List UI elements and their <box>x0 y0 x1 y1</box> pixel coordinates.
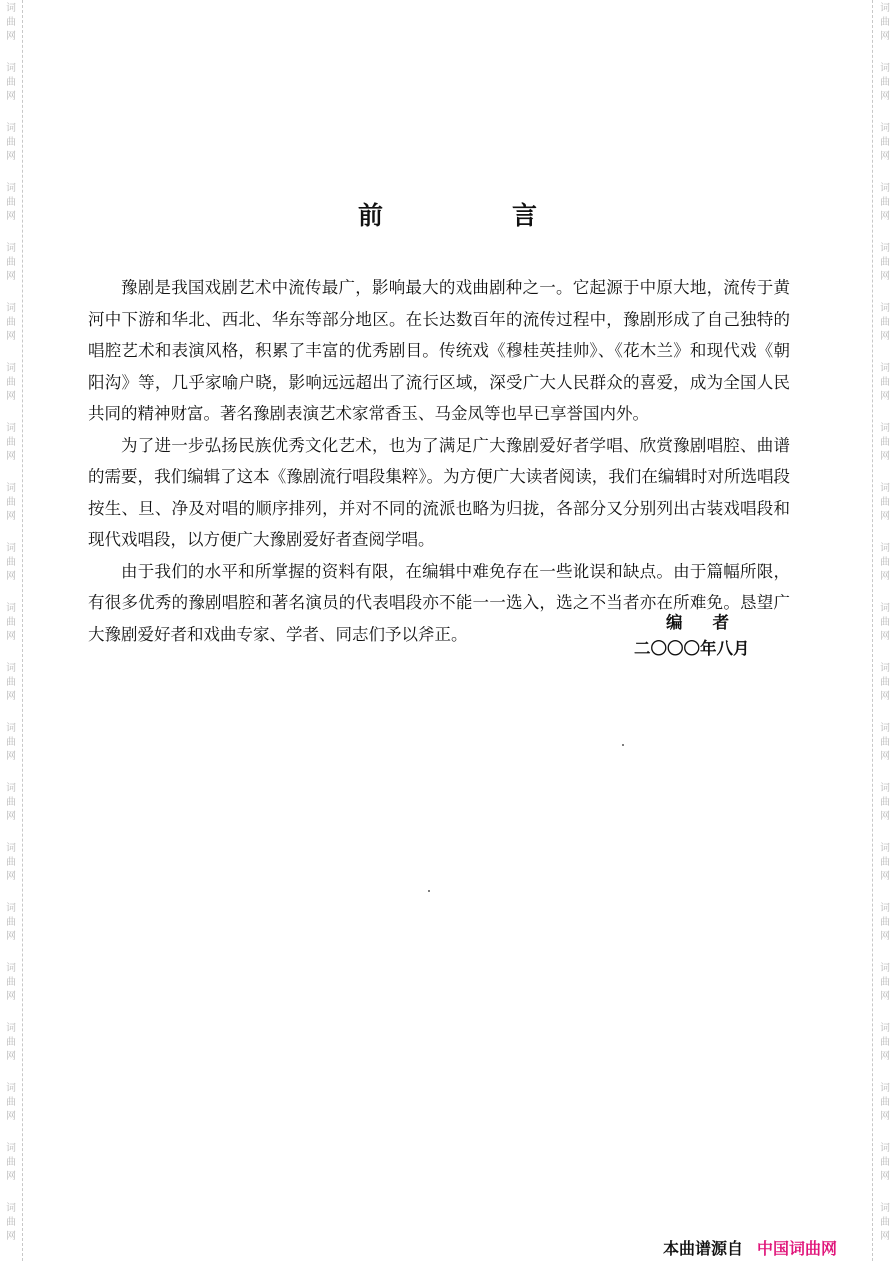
watermark-char: 网 <box>6 1051 16 1062</box>
watermark-char: 曲 <box>6 377 16 388</box>
watermark-stamp <box>875 542 895 584</box>
watermark-stamp <box>875 422 895 464</box>
watermark-char: 网 <box>880 451 890 462</box>
watermark-char: 词 <box>6 363 16 374</box>
watermark-char: 网 <box>6 631 16 642</box>
watermark-char: 词 <box>6 483 16 494</box>
watermark-char: 词 <box>880 303 890 314</box>
watermark-char: 词 <box>880 1203 890 1214</box>
watermark-char: 曲 <box>880 737 890 748</box>
watermark-char: 词 <box>6 183 16 194</box>
watermark-char: 网 <box>880 571 890 582</box>
watermark-char: 网 <box>6 271 16 282</box>
watermark-char: 曲 <box>880 857 890 868</box>
watermark-stamp <box>1 902 21 944</box>
watermark-char: 网 <box>6 571 16 582</box>
watermark-char: 曲 <box>880 317 890 328</box>
watermark-char: 曲 <box>6 437 16 448</box>
watermark-stamp <box>875 122 895 164</box>
watermark-char: 词 <box>880 663 890 674</box>
watermark-stamp <box>1 722 21 764</box>
watermark-char: 网 <box>880 1231 890 1242</box>
watermark-stamp <box>875 482 895 524</box>
watermark-stamp <box>1 302 21 344</box>
watermark-char: 词 <box>6 3 16 14</box>
watermark-char: 词 <box>6 603 16 614</box>
right-margin-rule <box>872 0 873 1261</box>
watermark-char: 词 <box>6 423 16 434</box>
watermark-char: 曲 <box>880 617 890 628</box>
watermark-stamp <box>875 962 895 1004</box>
watermark-char: 曲 <box>880 17 890 28</box>
paragraph-3: 由于我们的水平和所掌握的资料有限，在编辑中难免存在一些讹误和缺点。由于篇幅所限，有很多优秀的豫剧唱腔和著名演员的代表唱段亦不能一一选入，选之不当者亦在所难免。恳望广大豫剧爱好者和戏曲专家、学者、同志们予以斧正。 <box>88 561 790 644</box>
watermark-char: 曲 <box>880 1097 890 1108</box>
watermark-char: 词 <box>6 1143 16 1154</box>
watermark-char: 曲 <box>6 1037 16 1048</box>
watermark-char: 词 <box>880 783 890 794</box>
watermark-stamp <box>875 662 895 704</box>
watermark-char: 网 <box>880 151 890 162</box>
watermark-char: 曲 <box>6 77 16 88</box>
watermark-char: 词 <box>880 183 890 194</box>
source-label: 本曲谱源自 <box>663 1239 744 1258</box>
watermark-char: 曲 <box>880 377 890 388</box>
watermark-char: 曲 <box>880 1037 890 1048</box>
watermark-char: 曲 <box>6 737 16 748</box>
watermark-stamp <box>1 2 21 44</box>
paragraph-2: 为了进一步弘扬民族优秀文化艺术，也为了满足广大豫剧爱好者学唱、欣赏豫剧唱腔、曲谱的需要，我们编辑了这本《豫剧流行唱段集粹》。为方便广大读者阅读，我们在编辑时对所选唱段按生、旦、净及对唱的顺序排列，并对不同的流派也略为归拢，各部分又分别列出古装戏唱段和现代戏唱段，以方便广大豫剧爱好者查阅学唱。 <box>88 435 790 549</box>
watermark-char: 网 <box>880 631 890 642</box>
watermark-stamp <box>875 62 895 104</box>
watermark-stamp <box>1 782 21 824</box>
watermark-char: 词 <box>6 663 16 674</box>
watermark-char: 网 <box>880 31 890 42</box>
watermark-char: 词 <box>880 963 890 974</box>
watermark-char: 曲 <box>6 137 16 148</box>
watermark-char: 词 <box>6 783 16 794</box>
watermark-char: 曲 <box>6 1097 16 1108</box>
source-site-name: 中国词曲网 <box>757 1239 838 1258</box>
watermark-stamp <box>1 962 21 1004</box>
watermark-char: 网 <box>880 391 890 402</box>
watermark-char: 网 <box>6 1231 16 1242</box>
watermark-char: 网 <box>6 1111 16 1122</box>
watermark-char: 曲 <box>6 257 16 268</box>
watermark-char: 词 <box>880 603 890 614</box>
watermark-char: 曲 <box>6 317 16 328</box>
watermark-char: 曲 <box>880 977 890 988</box>
watermark-stamp <box>875 2 895 44</box>
source-credit <box>663 1237 837 1261</box>
watermark-char: 曲 <box>6 977 16 988</box>
watermark-char: 网 <box>6 991 16 1002</box>
watermark-char: 网 <box>880 91 890 102</box>
watermark-stamp <box>1 422 21 464</box>
watermark-stamp <box>875 1022 895 1064</box>
watermark-char: 词 <box>880 423 890 434</box>
watermark-char: 曲 <box>880 497 890 508</box>
watermark-char: 网 <box>880 931 890 942</box>
watermark-char: 词 <box>6 543 16 554</box>
watermark-char: 词 <box>880 1143 890 1154</box>
watermark-stamp <box>875 782 895 824</box>
watermark-stamp <box>1 482 21 524</box>
watermark-stamp <box>1 542 21 584</box>
watermark-stamp <box>875 602 895 644</box>
watermark-char: 曲 <box>880 557 890 568</box>
scan-speck <box>622 744 624 746</box>
watermark-char: 词 <box>880 1023 890 1034</box>
watermark-char: 网 <box>6 451 16 462</box>
watermark-stamp <box>1 362 21 404</box>
watermark-char: 曲 <box>880 797 890 808</box>
watermark-char: 词 <box>6 1023 16 1034</box>
watermark-char: 曲 <box>880 257 890 268</box>
watermark-char: 曲 <box>6 857 16 868</box>
watermark-stamp <box>875 242 895 284</box>
watermark-char: 曲 <box>880 437 890 448</box>
watermark-char: 曲 <box>880 197 890 208</box>
watermark-char: 网 <box>6 751 16 762</box>
watermark-char: 网 <box>6 31 16 42</box>
watermark-char: 曲 <box>6 497 16 508</box>
watermark-char: 词 <box>6 123 16 134</box>
watermark-char: 词 <box>880 903 890 914</box>
watermark-stamp <box>875 302 895 344</box>
watermark-stamp <box>1 122 21 164</box>
watermark-char: 曲 <box>6 617 16 628</box>
watermark-char: 词 <box>880 723 890 734</box>
watermark-char: 词 <box>6 1083 16 1094</box>
watermark-char: 曲 <box>6 1157 16 1168</box>
watermark-char: 词 <box>6 903 16 914</box>
watermark-char: 词 <box>6 1203 16 1214</box>
watermark-char: 曲 <box>6 1217 16 1228</box>
watermark-char: 曲 <box>6 17 16 28</box>
watermark-char: 词 <box>6 963 16 974</box>
watermark-char: 曲 <box>880 917 890 928</box>
watermark-stamp <box>875 902 895 944</box>
watermark-char: 网 <box>6 211 16 222</box>
watermark-char: 网 <box>880 691 890 702</box>
watermark-char: 网 <box>6 1171 16 1182</box>
watermark-stamp <box>875 1202 895 1244</box>
scan-speck <box>428 890 430 892</box>
watermark-char: 曲 <box>6 197 16 208</box>
watermark-stamp <box>1 1022 21 1064</box>
watermark-char: 曲 <box>880 1217 890 1228</box>
watermark-char: 网 <box>880 331 890 342</box>
watermark-stamp <box>1 662 21 704</box>
watermark-char: 曲 <box>6 797 16 808</box>
watermark-stamp <box>1 602 21 644</box>
watermark-char: 词 <box>6 63 16 74</box>
paragraph-1: 豫剧是我国戏剧艺术中流传最广，影响最大的戏曲剧种之一。它起源于中原大地，流传于黄河中下游和华北、西北、华东等部分地区。在长达数百年的流传过程中，豫剧形成了自己独特的唱腔艺术和表演风格，积累了丰富的优秀剧目。传统戏《穆桂英挂帅》、《花木兰》和现代戏《朝阳沟》等，几乎家喻户晓，影响远远超出了流行区域，深受广大人民群众的喜爱，成为全国人民共同的精神财富。著名豫剧表演艺术家常香玉、马金凤等也早已享誉国内外。 <box>88 278 790 423</box>
watermark-char: 词 <box>880 63 890 74</box>
watermark-stamp <box>875 722 895 764</box>
left-margin-rule <box>22 0 23 1261</box>
watermark-char: 词 <box>880 1083 890 1094</box>
watermark-char: 词 <box>6 843 16 854</box>
watermark-char: 网 <box>880 1111 890 1122</box>
watermark-stamp <box>875 842 895 884</box>
watermark-char: 网 <box>880 1051 890 1062</box>
preface-body <box>88 272 790 650</box>
watermark-stamp <box>875 1142 895 1184</box>
watermark-stamp <box>1 842 21 884</box>
watermark-char: 曲 <box>880 1157 890 1168</box>
watermark-char: 网 <box>6 151 16 162</box>
signature-date: 二〇〇〇年八月 <box>634 639 750 658</box>
watermark-char: 网 <box>880 991 890 1002</box>
watermark-stamp <box>1 1082 21 1124</box>
page-title: 前 言 <box>357 201 589 230</box>
watermark-char: 网 <box>6 331 16 342</box>
watermark-char: 词 <box>880 543 890 554</box>
watermark-char: 网 <box>6 691 16 702</box>
watermark-char: 词 <box>880 3 890 14</box>
watermark-char: 网 <box>880 211 890 222</box>
watermark-char: 网 <box>880 811 890 822</box>
watermark-char: 网 <box>880 1171 890 1182</box>
watermark-char: 网 <box>6 91 16 102</box>
watermark-char: 词 <box>6 723 16 734</box>
watermark-char: 网 <box>6 811 16 822</box>
watermark-char: 词 <box>880 843 890 854</box>
watermark-char: 词 <box>880 483 890 494</box>
watermark-char: 词 <box>6 303 16 314</box>
watermark-char: 曲 <box>6 917 16 928</box>
right-watermark-column <box>875 0 895 1261</box>
watermark-char: 曲 <box>6 677 16 688</box>
watermark-stamp <box>1 1202 21 1244</box>
watermark-char: 网 <box>880 751 890 762</box>
watermark-stamp <box>1 62 21 104</box>
watermark-stamp <box>1 1142 21 1184</box>
watermark-char: 词 <box>880 123 890 134</box>
watermark-char: 曲 <box>880 677 890 688</box>
watermark-char: 曲 <box>880 77 890 88</box>
watermark-stamp <box>1 242 21 284</box>
watermark-char: 词 <box>880 363 890 374</box>
signature-author: 编者 <box>666 613 759 632</box>
watermark-char: 曲 <box>6 557 16 568</box>
watermark-char: 网 <box>6 391 16 402</box>
watermark-stamp <box>875 362 895 404</box>
left-watermark-column <box>1 0 21 1261</box>
watermark-char: 网 <box>880 511 890 522</box>
watermark-stamp <box>875 1082 895 1124</box>
watermark-char: 词 <box>6 243 16 254</box>
watermark-char: 网 <box>6 871 16 882</box>
watermark-char: 网 <box>6 931 16 942</box>
watermark-char: 词 <box>880 243 890 254</box>
watermark-char: 网 <box>880 271 890 282</box>
watermark-char: 网 <box>6 511 16 522</box>
watermark-char: 网 <box>880 871 890 882</box>
watermark-char: 曲 <box>880 137 890 148</box>
